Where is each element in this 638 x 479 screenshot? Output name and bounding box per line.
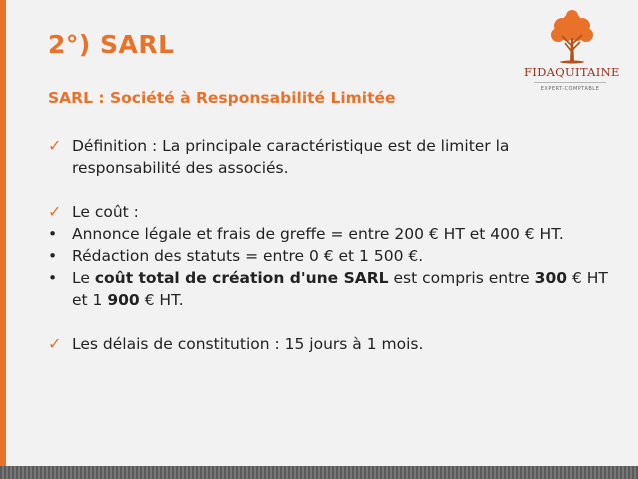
cost-bullet-3-post: € HT. bbox=[139, 291, 184, 309]
slide-subtitle: SARL : Société à Responsabilité Limitée bbox=[48, 89, 396, 107]
cost-bullet-3-bold-min: 300 bbox=[534, 269, 568, 287]
checkmark-icon: ✓ bbox=[48, 202, 62, 221]
definition-item bbox=[48, 135, 628, 179]
definition-text-line1: Définition : La principale caractéristique est de limiter la bbox=[72, 137, 510, 155]
logo-brand-prefix: FID bbox=[524, 65, 547, 79]
cost-bullet-3-mid: est compris entre bbox=[388, 269, 535, 287]
cost-heading: Le coût : bbox=[72, 203, 139, 221]
tree-icon bbox=[550, 8, 594, 64]
cost-bullet-1 bbox=[48, 223, 628, 245]
bullet-icon: • bbox=[48, 225, 58, 243]
logo-brand bbox=[524, 65, 620, 79]
checkmark-icon: ✓ bbox=[48, 136, 62, 155]
slide-body bbox=[48, 135, 628, 355]
delays-text: Les délais de constitution : 15 jours à 1 mois. bbox=[72, 335, 424, 353]
slide-title: 2°) SARL bbox=[48, 30, 175, 59]
cost-bullet-2 bbox=[48, 245, 628, 267]
logo-brand-suffix: AQUITAINE bbox=[546, 65, 620, 79]
cost-bullet-3-bold-max: 900 bbox=[107, 291, 140, 309]
bottom-decoration bbox=[0, 466, 638, 479]
bullet-icon: • bbox=[48, 269, 58, 287]
bullet-icon: • bbox=[48, 247, 58, 265]
accent-bar bbox=[0, 0, 6, 479]
cost-bullet-3 bbox=[48, 267, 628, 311]
cost-bullet-3-pre: Le bbox=[72, 269, 95, 287]
delays-item bbox=[48, 333, 628, 355]
cost-bullet-3-mid2: € HT bbox=[567, 269, 608, 287]
logo-divider bbox=[534, 82, 606, 83]
cost-bullet-2-text: Rédaction des statuts = entre 0 € et 1 500 €. bbox=[72, 247, 424, 265]
company-logo bbox=[524, 8, 620, 100]
cost-bullet-3-line2-pre: et 1 bbox=[72, 291, 108, 309]
cost-heading-item bbox=[48, 201, 628, 223]
logo-tagline: EXPERT-COMPTABLE bbox=[540, 86, 600, 92]
definition-text-line2: responsabilité des associés. bbox=[72, 159, 289, 177]
cost-bullet-3-bold-total: coût total de création d'une SARL bbox=[94, 269, 389, 287]
cost-bullet-1-text: Annonce légale et frais de greffe = entre 200 € HT et 400 € HT. bbox=[72, 225, 564, 243]
checkmark-icon: ✓ bbox=[48, 334, 62, 353]
